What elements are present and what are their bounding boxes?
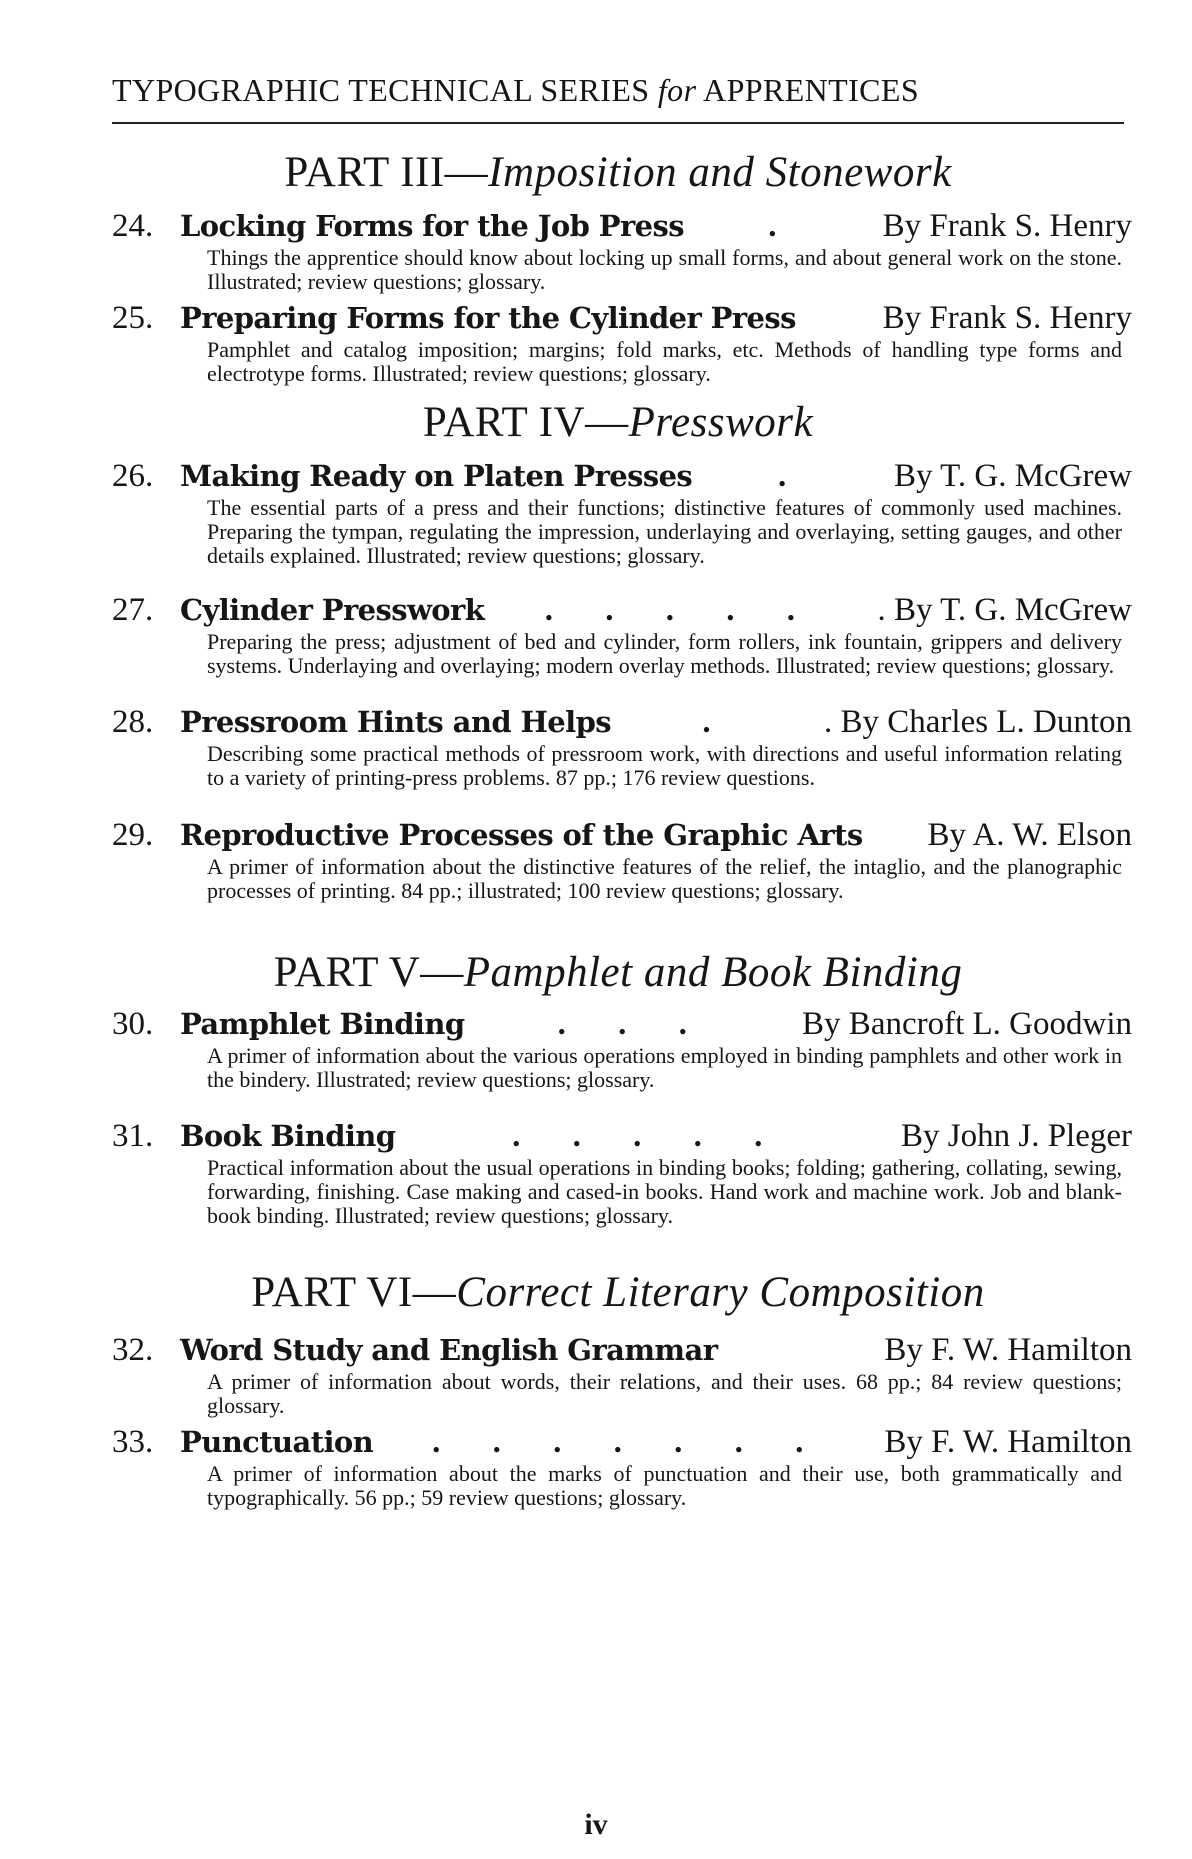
entry-author: By F. W. Hamilton	[884, 1332, 1132, 1368]
entry-author: . By T. G. McGrew	[877, 592, 1132, 628]
entry-author: By T. G. McGrew	[894, 458, 1132, 494]
entry-description: Describing some practical methods of pressroom work, with directions and useful information relating to a variety of printing-press problems. 87 pp.; 176 review questions.	[207, 741, 1122, 790]
entry-number: 28.	[112, 704, 154, 740]
entry-description: A primer of information about words, their relations, and their uses. 68 pp.; 84 review questions; glossary.	[207, 1369, 1122, 1418]
entry-author: By Bancroft L. Goodwin	[802, 1006, 1132, 1042]
list-item	[112, 1330, 1132, 1418]
part-label: PART III—	[284, 149, 489, 196]
entry-number: 33.	[112, 1424, 154, 1460]
entry-title: Making Ready on Platen Presses	[180, 459, 693, 493]
entry-number: 30.	[112, 1006, 154, 1042]
part-label: PART IV—	[422, 399, 629, 446]
entry-description: The essential parts of a press and their functions; distinctive features of commonly used machines. Preparing the tympan, regulating the impression, underlaying and overlaying, setting gauges, and other details explained. Illustrated; review questions; glossary.	[207, 495, 1122, 568]
entry-author: By F. W. Hamilton	[884, 1424, 1132, 1460]
entry-number: 29.	[112, 817, 154, 853]
entry-title: Reproductive Processes of the Graphic Arts	[180, 818, 863, 852]
entry-description: Practical information about the usual operations in binding books; folding; gathering, collating, sewing, forwarding, finishing. Case making and cased-in books. Hand work and machine work. Job and blank-book binding. Illustrated; review questions; glossary.	[207, 1155, 1122, 1228]
list-item	[112, 1422, 1132, 1510]
dot-leader: .	[777, 458, 809, 494]
list-item	[112, 702, 1132, 790]
entry-number: 32.	[112, 1332, 154, 1368]
list-item	[112, 456, 1132, 568]
entry-title: Preparing Forms for the Cylinder Press	[180, 301, 796, 335]
entry-description: Pamphlet and catalog imposition; margins; fold marks, etc. Methods of handling type forms and electrotype forms. Illustrated; review questions; glossary.	[207, 337, 1122, 386]
part-subtitle: Pamphlet and Book Binding	[463, 949, 963, 996]
entry-title: Pressroom Hints and Helps	[180, 705, 611, 739]
part-heading-4	[112, 398, 1124, 447]
entry-title: Word Study and English Grammar	[180, 1333, 718, 1367]
dot-leader: . . . . . . .	[432, 1424, 826, 1460]
entry-title: Punctuation	[180, 1425, 374, 1459]
part-label: PART V—	[273, 949, 464, 996]
entry-description: A primer of information about the marks of punctuation and their use, both grammatically and typographically. 56 pp.; 59 review questions; glossary.	[207, 1461, 1122, 1510]
dot-leader: . . .	[557, 1006, 709, 1042]
list-item	[112, 1116, 1132, 1228]
part-heading-6	[112, 1268, 1124, 1317]
part-subtitle: Correct Literary Composition	[456, 1269, 985, 1316]
list-item	[112, 206, 1132, 294]
list-item	[112, 298, 1132, 386]
header-rule	[112, 122, 1124, 124]
entry-description: A primer of information about the various operations employed in binding pamphlets and other work in the bindery. Illustrated; review questions; glossary.	[207, 1043, 1122, 1092]
entry-number: 26.	[112, 458, 154, 494]
running-head	[112, 72, 1124, 109]
dot-leader: .	[702, 704, 733, 740]
entry-title: Pamphlet Binding	[180, 1007, 465, 1041]
part-subtitle: Imposition and Stonework	[488, 149, 952, 196]
dot-leader: . . . . .	[512, 1118, 785, 1154]
entry-author: By A. W. Elson	[927, 817, 1132, 853]
part-heading-3	[112, 148, 1124, 197]
entry-author: By Frank S. Henry	[882, 208, 1132, 244]
dot-leader: . . . . .	[544, 592, 817, 628]
part-heading-5	[112, 948, 1124, 997]
part-subtitle: Presswork	[628, 399, 814, 446]
list-item	[112, 815, 1132, 903]
part-label: PART VI—	[251, 1269, 457, 1316]
entry-description: Things the apprentice should know about locking up small forms, and about general work on the stone. Illustrated; review questions; glossary.	[207, 245, 1122, 294]
dot-leader: .	[768, 208, 799, 244]
list-item	[112, 1004, 1132, 1092]
entry-author: By John J. Pleger	[901, 1118, 1132, 1154]
entry-author: . By Charles L. Dunton	[824, 704, 1132, 740]
entry-title: Book Binding	[180, 1119, 396, 1153]
list-item	[112, 590, 1132, 678]
entry-description: A primer of information about the distinctive features of the relief, the intaglio, and the planographic processes of printing. 84 pp.; illustrated; 100 review questions; glossary.	[207, 854, 1122, 903]
entry-number: 31.	[112, 1118, 154, 1154]
running-head-for: for	[657, 72, 697, 108]
entry-title: Locking Forms for the Job Press	[180, 209, 684, 243]
page-number: iv	[584, 1808, 608, 1841]
entry-title: Cylinder Presswork	[180, 593, 485, 627]
running-head-pre: TYPOGRAPHIC TECHNICAL SERIES	[112, 72, 658, 108]
entry-description: Preparing the press; adjustment of bed and cylinder, form rollers, ink fountain, grippers and delivery systems. Underlaying and overlaying; modern overlay methods. Illustrated; review questions; glossary.	[207, 629, 1122, 678]
entry-number: 25.	[112, 300, 154, 336]
entry-author: By Frank S. Henry	[882, 300, 1132, 336]
entry-number: 27.	[112, 592, 154, 628]
entry-number: 24.	[112, 208, 154, 244]
running-head-post: APPRENTICES	[696, 72, 920, 108]
